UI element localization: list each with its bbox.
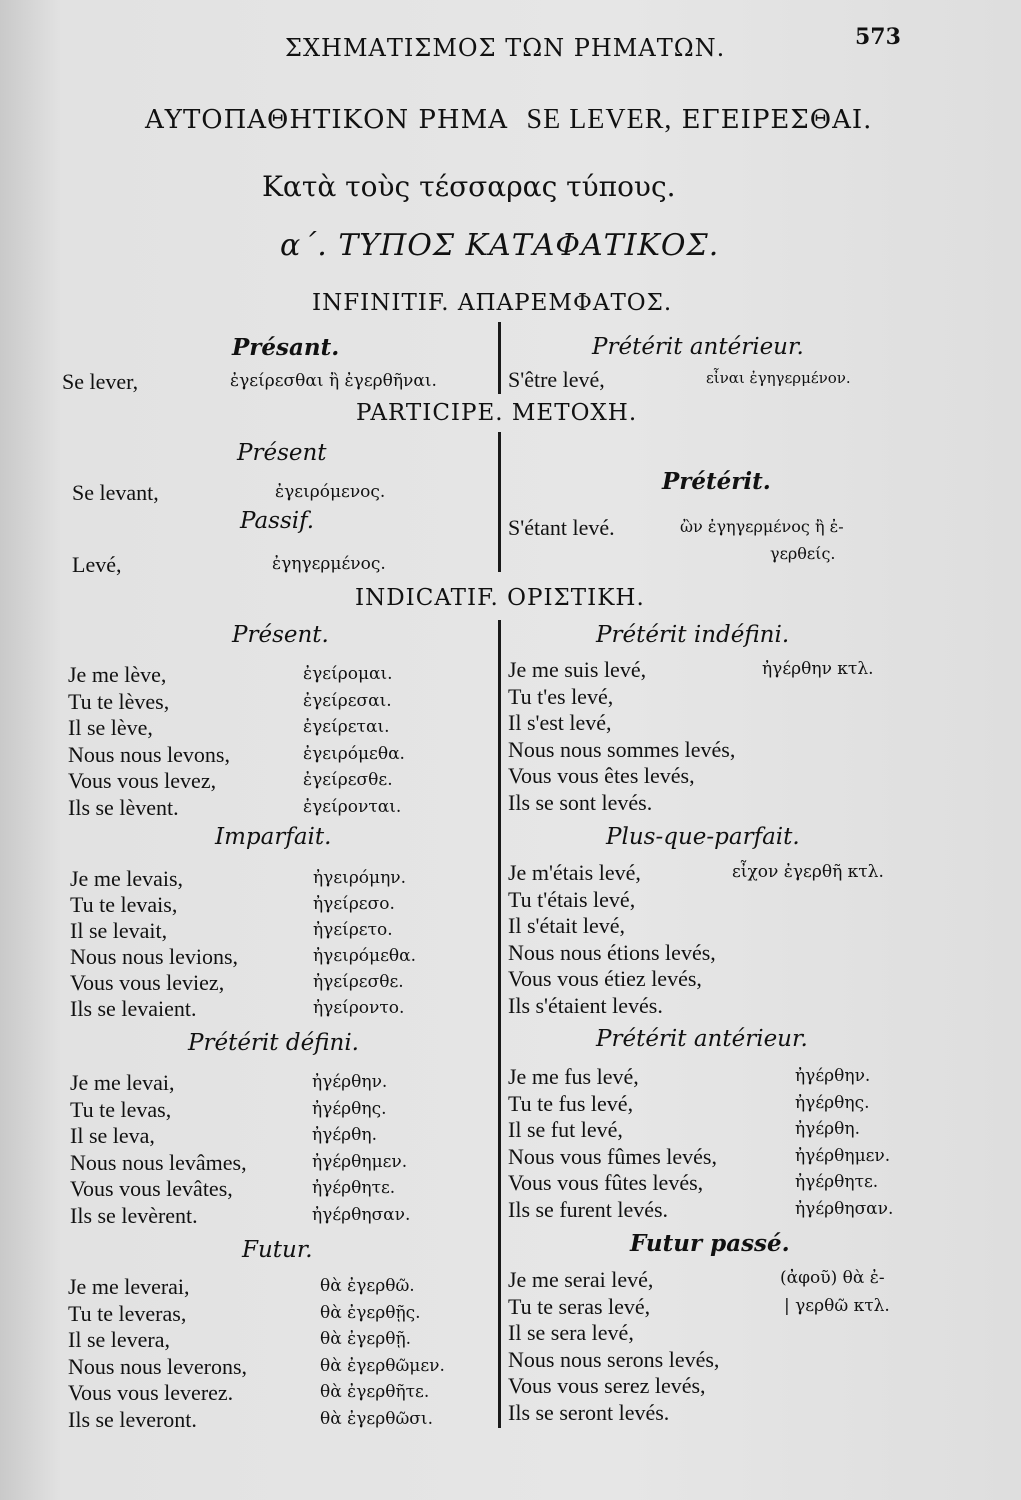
verb-form-fr: Tu t'es levé,: [508, 683, 614, 709]
participe-present-gr: ἐγειρόμενος.: [275, 482, 386, 502]
verb-form-fr: Il se leva,: [70, 1123, 155, 1148]
verb-form-fr: Nous nous serons levés,: [508, 1346, 720, 1372]
verb-form-fr: Vous vous levâtes,: [70, 1176, 233, 1201]
futur-passe-label: Futur passé.: [630, 1230, 790, 1257]
verb-form-fr: Nous nous étions levés,: [508, 939, 716, 965]
verb-form-fr: Tu t'étais levé,: [508, 886, 636, 912]
participe-passif-fr: Levé,: [72, 552, 122, 577]
verb-form-fr: Ils se sont levés.: [508, 789, 653, 815]
participe-preterit-label: Prétérit.: [662, 468, 771, 495]
verb-form-fr: Vous vous étiez levés,: [508, 966, 702, 991]
verb-form-gr: ἠγέρθητε.: [312, 1178, 396, 1198]
preterit-anterieur-label: Prétérit antérieur.: [596, 1026, 808, 1052]
participe-preterit-gr1: ὢν ἐγηγερμένος ἢ ἐ-: [680, 517, 844, 536]
infinitif-present-label: Présant.: [232, 334, 340, 361]
verb-form-gr: ἠγέρθης.: [312, 1098, 387, 1119]
participe-passif-label: Passif.: [240, 508, 315, 534]
subtitle: Κατὰ τοὺς τέσσαρας τύπους.: [262, 170, 676, 203]
verb-form-fr: Nous nous levâmes,: [70, 1149, 247, 1175]
verb-form-fr: Il se levait,: [70, 918, 168, 943]
verb-form-gr: ἠγειρόμην.: [313, 868, 407, 888]
futur-passe-gr2: | γερθῶ κτλ.: [784, 1296, 890, 1316]
indicatif-heading: INDICATIF. ΟΡΙΣΤΙΚΗ.: [355, 585, 645, 611]
preterit-indefini-gr: ἠγέρθην κτλ.: [762, 659, 874, 679]
verb-form-fr: Vous vous serez levés,: [508, 1373, 706, 1398]
verb-form-fr: Je me levais,: [70, 866, 184, 891]
infinitif-present-gr: ἐγείρεσθαι ἢ ἐγερθῆναι.: [230, 371, 437, 391]
verb-form-gr: ἠγειρόμεθα.: [313, 946, 417, 966]
verb-form-fr: Je me suis levé,: [508, 657, 647, 682]
verb-form-fr: Je me fus levé,: [508, 1064, 639, 1089]
verb-form-fr: Nous nous sommes levés,: [508, 736, 736, 762]
title-french: SE LEVER,: [526, 104, 673, 135]
verb-form-fr: Il se fut levé,: [508, 1117, 623, 1142]
verb-form-fr: Ils se seront levés.: [508, 1399, 670, 1425]
verb-form-gr: θὰ ἐγερθῶ.: [320, 1276, 415, 1296]
verb-form-gr: ἠγέρθης.: [795, 1092, 870, 1113]
verb-form-fr: Tu te levais,: [70, 892, 178, 917]
participe-present-label: Présent: [237, 440, 327, 466]
verb-form-fr: Il s'était levé,: [508, 913, 625, 938]
verb-form-fr: Nous vous fûmes levés,: [508, 1143, 717, 1169]
verb-form-gr: θὰ ἐγερθῶσι.: [320, 1408, 433, 1429]
verb-form-gr: ἠγέρθην.: [795, 1066, 871, 1086]
verb-form-fr: Je me serai levé,: [508, 1267, 654, 1292]
verb-form-fr: Nous nous levions,: [70, 944, 239, 969]
verb-form-gr: ἠγέρθην.: [312, 1072, 388, 1092]
plus-que-parfait-gr: εἶχον ἐγερθῆ κτλ.: [732, 862, 884, 882]
verb-form-fr: Ils se furent levés.: [508, 1196, 669, 1222]
verb-form-fr: Tu te leveras,: [68, 1300, 187, 1326]
verb-form-gr: ἠγέρθημεν.: [312, 1151, 408, 1172]
title-greek-verb: ΕΓΕΙΡΕΣΘΑΙ.: [681, 105, 873, 135]
page-title: [145, 104, 872, 136]
verb-form-fr: Vous vous levez,: [68, 768, 217, 793]
plus-que-parfait-label: Plus-que-parfait.: [606, 824, 800, 850]
present-label: Présent.: [232, 622, 329, 648]
verb-form-fr: Ils se levaient.: [70, 996, 197, 1021]
verb-form-gr: ἠγείρετο.: [313, 920, 393, 940]
verb-form-fr: Tu te levas,: [70, 1096, 172, 1122]
title-greek: ΑΥΤΟΠΑΘΗΤΙΚΟΝ ΡΗΜΑ: [145, 105, 508, 135]
verb-form-gr: ἠγέρθη.: [312, 1125, 377, 1145]
verb-form-fr: Je m'étais levé,: [508, 860, 641, 885]
verb-form-gr: ἐγείρεσθε.: [303, 770, 393, 790]
verb-form-fr: Tu te lèves,: [68, 688, 170, 714]
futur-label: Futur.: [242, 1237, 313, 1263]
verb-form-gr: θὰ ἐγερθῇ.: [320, 1329, 412, 1349]
verb-form-fr: Il s'est levé,: [508, 710, 612, 735]
verb-form-fr: Ils se leveront.: [68, 1406, 197, 1432]
participe-present-fr: Se levant,: [72, 480, 159, 505]
verb-form-gr: ἠγέρθησαν.: [312, 1204, 411, 1225]
verb-form-gr: θὰ ἐγερθῶμεν.: [320, 1355, 445, 1376]
infinitif-anterior-fr: S'être levé,: [508, 367, 605, 392]
type-heading: α΄. ΤΥΠΟΣ ΚΑΤΑΦΑΤΙΚΟΣ.: [280, 228, 720, 263]
verb-form-fr: Ils s'étaient levés.: [508, 992, 663, 1018]
verb-form-gr: ἠγείροντο.: [313, 998, 405, 1018]
verb-form-fr: Tu te seras levé,: [508, 1293, 651, 1319]
verb-form-gr: ἠγέρθη.: [795, 1119, 860, 1139]
column-rule: [498, 432, 501, 572]
verb-form-fr: Je me levai,: [70, 1070, 175, 1095]
column-rule: [498, 322, 501, 394]
column-rule: [498, 620, 501, 1428]
futur-passe-gr1: (ἀφοῦ) θὰ ἐ-: [780, 1268, 885, 1288]
preterit-defini-label: Prétérit défini.: [188, 1030, 359, 1056]
participe-preterit-fr: S'étant levé.: [508, 515, 615, 540]
verb-form-gr: ἠγέρθησαν.: [795, 1198, 894, 1219]
verb-form-fr: Vous vous êtes levés,: [508, 763, 695, 788]
verb-form-gr: ἐγείρεσαι.: [303, 690, 392, 711]
imparfait-label: Imparfait.: [215, 824, 332, 850]
verb-form-gr: θὰ ἐγερθῆτε.: [320, 1382, 430, 1402]
verb-form-fr: Vous vous leviez,: [70, 970, 225, 995]
preterit-indefini-label: Prétérit indéfini.: [596, 622, 790, 648]
page-number: 573: [855, 24, 901, 50]
participe-preterit-gr2: γερθείς.: [770, 544, 836, 563]
verb-form-gr: ἐγειρόμεθα.: [303, 743, 405, 764]
verb-form-gr: ἠγείρεσθε.: [313, 972, 404, 992]
verb-form-fr: Je me leverai,: [68, 1274, 190, 1299]
verb-form-gr: θὰ ἐγερθῇς.: [320, 1302, 421, 1323]
verb-form-gr: ἠγέρθητε.: [795, 1172, 879, 1192]
verb-form-gr: ἠγέρθημεν.: [795, 1145, 891, 1166]
verb-form-gr: ἐγείρεται.: [303, 717, 390, 737]
running-title: ΣΧΗΜΑΤΙΣΜΟΣ ΤΩΝ ΡΗΜΑΤΩΝ.: [285, 34, 726, 62]
verb-form-fr: Je me lève,: [68, 662, 167, 687]
verb-form-fr: Vous vous leverez.: [68, 1380, 234, 1405]
verb-form-gr: ἠγείρεσο.: [313, 894, 395, 914]
verb-form-fr: Tu te fus levé,: [508, 1090, 634, 1116]
verb-form-fr: Il se lève,: [68, 715, 153, 740]
verb-form-fr: Ils se levèrent.: [70, 1202, 198, 1228]
verb-form-fr: Nous nous levons,: [68, 741, 230, 767]
infinitif-anterior-gr: εἶναι ἐγηγερμένον.: [706, 369, 851, 387]
participe-heading: PARTICIPE. ΜΕΤΟΧΗ.: [356, 400, 638, 426]
infinitif-heading: INFINITIF. ΑΠΑΡΕΜΦΑΤΟΣ.: [312, 290, 673, 316]
infinitif-anterior-label: Prétérit antérieur.: [592, 334, 804, 360]
verb-form-fr: Vous vous fûtes levés,: [508, 1170, 704, 1195]
verb-form-fr: Il se levera,: [68, 1327, 170, 1352]
verb-form-gr: ἐγείρονται.: [303, 796, 402, 817]
verb-form-fr: Il se sera levé,: [508, 1320, 634, 1345]
infinitif-present-fr: Se lever,: [62, 369, 139, 394]
verb-form-fr: Nous nous leverons,: [68, 1353, 248, 1379]
verb-form-gr: ἐγείρομαι.: [303, 664, 393, 684]
participe-passif-gr: ἐγηγερμένος.: [272, 554, 386, 574]
verb-form-fr: Ils se lèvent.: [68, 794, 179, 820]
